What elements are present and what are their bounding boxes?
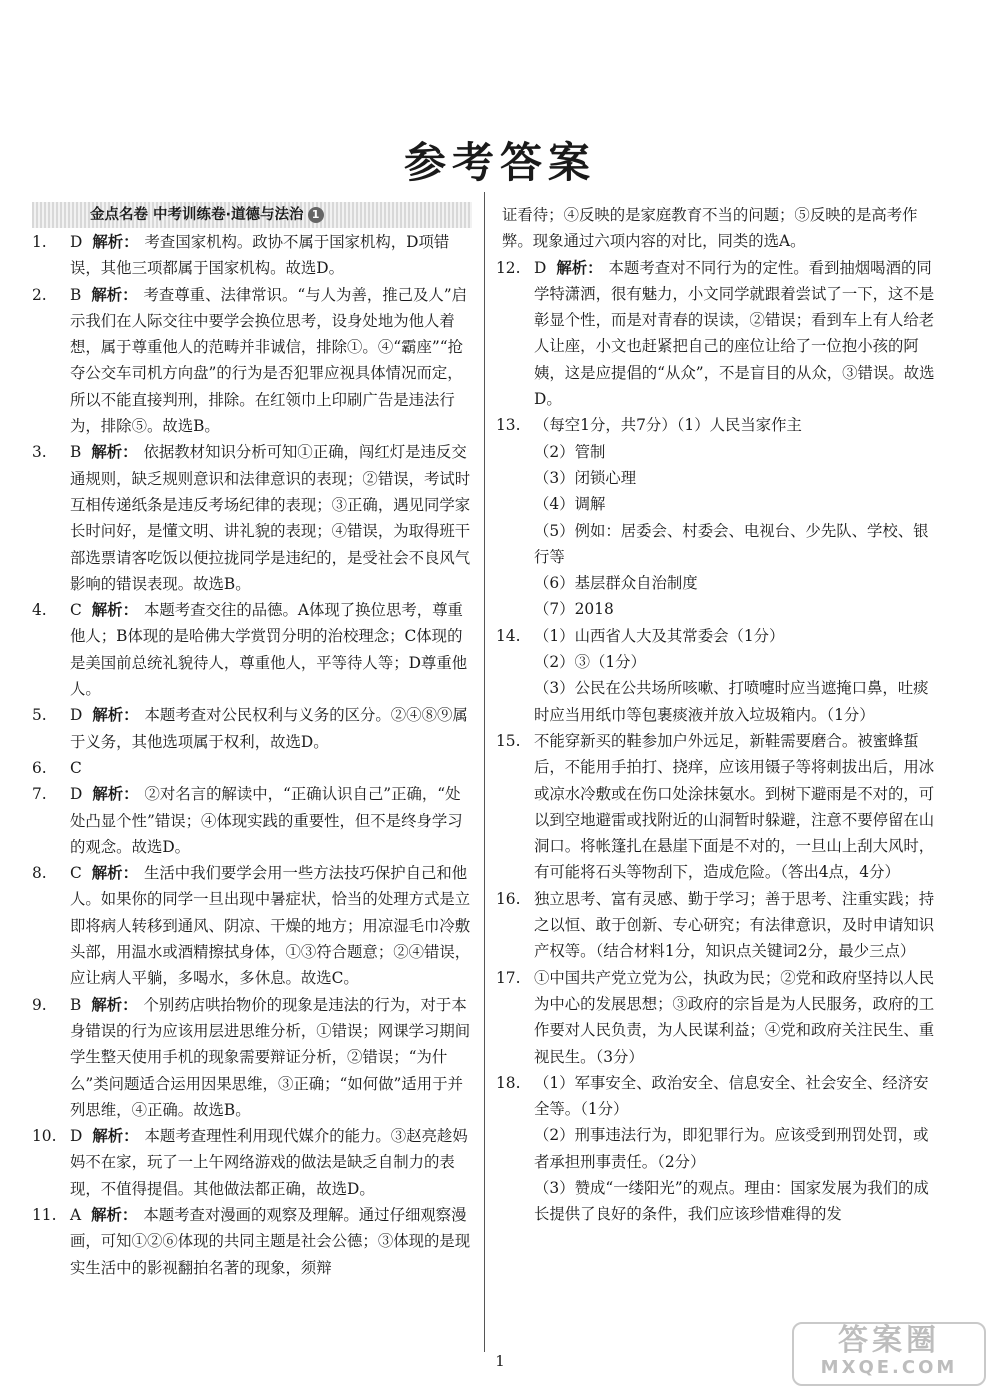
item-choice: C [70, 601, 82, 620]
item-keyword: 解析： [91, 601, 138, 620]
item-text: 不能穿新买的鞋参加户外远足，新鞋需要磨合。被蜜蜂蜇后，不能用手拍打、挠痒，应该用镊子等将刺拔出后，用冰或凉水冷敷或在伤口处涂抹氨水。到树下避雨是不对的，可以到空地避雷或找附近的山洞暂时躲避，注意不要停留在山洞口。将帐篷扎在悬崖下面是不对的，一旦山上刮大风时，有可能将石头等物刮下，造成危险。（答出4点，4分） [534, 731, 935, 882]
item-choice: B [70, 285, 82, 304]
item-text: （1）军事安全、政治安全、信息安全、社会安全、经济安全等。（1分） [534, 1073, 929, 1119]
item-text: 独立思考、富有灵感、勤于学习；善于思考、注重实践；持之以恒、敢于创新、专心研究；有法律意识，及时申请知识产权等。（结合材料1分，知识点关键词2分，最少三点） [534, 889, 935, 961]
item-text: 本题考查理性利用现代媒介的能力。③赵亮趁妈妈不在家，玩了一上午网络游戏的做法是缺乏自制力的表现，不值得提倡。其他做法都正确，故选D。 [70, 1127, 468, 1198]
answer-list-right [496, 255, 938, 1228]
item-text: 本题考查对不同行为的定性。看到抽烟喝酒的同学特潇洒，很有魅力，小文同学就跟着尝试了一下，这不是彰显个性，而是对青春的误读，②错误；看到车上有人给老人让座，小文也赶紧把自己的座位让给了一位抱小孩的阿姨，这是应提倡的“从众”，不是盲目的从众，③错误。故选D。 [534, 258, 935, 409]
banner-text: 金点名卷 中考训练卷·道德与法治 [90, 207, 304, 223]
answer-item [496, 965, 938, 1070]
answer-item [32, 1123, 472, 1202]
item-keyword: 解析： [92, 233, 139, 251]
item-choice: D [70, 233, 83, 251]
item-choice: C [70, 758, 82, 777]
item-choice: C [70, 864, 82, 883]
answer-item [496, 623, 938, 649]
item-subline: （6）基层群众自治制度 [534, 574, 698, 593]
item-subline: （7）2018 [534, 600, 614, 619]
page-number: 1 [495, 1352, 505, 1370]
answer-item [32, 992, 472, 1123]
item-number: 12. [496, 258, 521, 277]
item-keyword: 解析： [92, 785, 139, 804]
page-title: 参考答案 [403, 138, 596, 187]
item-keyword: 解析： [92, 706, 139, 725]
item-text: 考查国家机构。政协不属于国家机构，D项错误，其他三项都属于国家机构。故选D。 [70, 233, 450, 278]
right-column [496, 202, 938, 1228]
item-number: 8. [32, 864, 47, 883]
answer-item [496, 255, 938, 413]
item-text: 依据教材知识分析可知①正确，闯红灯是违反交通规则，缺乏规则意识和法律意识的表现；②错误，考试时互相传递纸条是违反考场纪律的表现；③正确，遇见同学家长时问好，是懂文明、讲礼貌的表现；④错误，为取得班干部选票请客吃饭以便拉拢同学是违纪的，是受社会不良风气影响的错误表现。故选B。 [70, 443, 471, 593]
item-subline: （5）例如：居委会、村委会、电视台、少先队、学校、银行等 [534, 521, 929, 566]
item-keyword: 解析： [92, 1127, 139, 1146]
item-number: 7. [32, 785, 47, 804]
item-choice: D [534, 258, 547, 277]
section-banner [32, 202, 472, 228]
answer-item [32, 702, 472, 755]
item-number: 11. [32, 1205, 57, 1224]
banner-number-badge: 1 [308, 207, 324, 223]
item-subline: （3）闭锁心理 [534, 468, 637, 487]
item-subline: （2）管制 [534, 442, 606, 461]
item-subline: （2）③（1分） [534, 653, 646, 672]
item-text: 个别药店哄抬物价的现象是违法的行为，对于本身错误的行为应该用层进思维分析，①错误；网课学习期间学生整天使用手机的现象需要辩证分析，②错误；“为什么”类问题适合运用因果思维，③正确；“如何做”适用于并列思维，④正确。故选B。 [70, 995, 471, 1119]
item-number: 10. [32, 1127, 57, 1146]
item-choice: A [70, 1205, 82, 1224]
watermark-url: MXQE.COM [820, 1357, 958, 1378]
item-number: 6. [32, 758, 47, 777]
item-number: 15. [496, 731, 521, 750]
item-subline: （4）调解 [534, 495, 606, 514]
item-text: 本题考查对漫画的观察及理解。通过仔细观察漫画，可知①②⑥体现的共同主题是社会公德；③体现的是现实生活中的影视翻拍名著的现象，须辩 [70, 1205, 471, 1277]
column-divider [484, 192, 485, 1352]
answer-item [496, 412, 938, 438]
item-number: 9. [32, 995, 47, 1014]
item-text: 生活中我们要学会用一些方法技巧保护自己和他人。如果你的同学一旦出现中暑症状，恰当的处理方式是立即将病人转移到通风、阴凉、干燥的地方；用凉湿毛巾冷敷头部，用温水或酒精擦拭身体，①③符合题意；②④错误，应让病人平躺，多喝水，多休息。故选C。 [70, 864, 471, 988]
item-number: 17. [496, 968, 521, 987]
item-number: 2. [32, 285, 47, 304]
item-choice: D [70, 706, 83, 725]
continued-text: 证看待；④反映的是家庭教育不当的问题；⑤反映的是高考作弊。现象通过六项内容的对比，同类的选A。 [502, 206, 918, 251]
item-text: 本题考查交往的品德。A体现了换位思考，尊重他人；B体现的是哈佛大学赏罚分明的治校理念；C体现的是美国前总统礼貌待人，尊重他人，平等待人等；D尊重他人。 [70, 601, 468, 699]
item-number: 13. [496, 416, 521, 435]
item-number: 3. [32, 443, 47, 462]
item-keyword: 解析： [556, 258, 603, 277]
item-choice: B [70, 443, 82, 462]
answer-item [32, 229, 472, 282]
item-keyword: 解析： [91, 443, 138, 462]
item-number: 14. [496, 626, 521, 645]
answer-item [32, 282, 472, 440]
answer-item [32, 755, 472, 781]
item-text: ①中国共产党立党为公，执政为民；②党和政府坚持以人民为中心的发展思想；③政府的宗旨是为人民服务，政府的工作要对人民负责，为人民谋利益；④党和政府关注民生、重视民生。（3分） [534, 968, 935, 1066]
watermark-text: 答案圈 [838, 1323, 940, 1358]
answer-item [32, 1202, 472, 1281]
item-text: （1）山西省人大及其常委会（1分） [534, 626, 785, 645]
item-choice: D [70, 785, 83, 804]
item-choice: D [70, 1127, 83, 1146]
item-keyword: 解析： [91, 1205, 138, 1224]
item-text: 考查尊重、法律常识。“与人为善，推己及人”启示我们在人际交往中要学会换位思考，设身处地为他人着想，属于尊重他人的范畴并非诚信，排除①。④“霸座”“抢夺公交车司机方向盘”的行为是否犯罪应视具体情况而定，所以不能直接判刑，排除。在红领巾上印刷广告是违法行为，排除⑤。故选B。 [70, 285, 468, 436]
answer-item [496, 886, 938, 965]
item-choice: B [70, 995, 82, 1014]
left-column [32, 202, 472, 1281]
item-keyword: 解析： [91, 864, 138, 883]
item-keyword: 解析： [91, 995, 138, 1014]
answer-item [32, 860, 472, 991]
answer-item [32, 439, 472, 597]
watermark-logo [792, 1322, 986, 1386]
item-subline: （3）公民在公共场所咳嗽、打喷嚏时应当遮掩口鼻，吐痰时应当用纸巾等包裹痰液并放入垃圾箱内。（1分） [534, 679, 929, 724]
answer-item [496, 728, 938, 886]
item-number: 4. [32, 601, 47, 620]
answer-item [32, 781, 472, 860]
item-text: （每空1分，共7分）（1）人民当家作主 [534, 416, 802, 435]
item-subline: （2）刑事违法行为，即犯罪行为。应该受到刑罚处罚，或者承担刑事责任。（2分） [534, 1126, 929, 1171]
item-number: 18. [496, 1073, 521, 1092]
item-text: ②对名言的解读中，“正确认识自己”正确，“处处凸显个性”错误；④体现实践的重要性，但不是终身学习的观念。故选D。 [70, 785, 463, 856]
answer-list-left [32, 229, 472, 1281]
answer-item [496, 1070, 938, 1123]
item-keyword: 解析： [91, 285, 138, 304]
item-number: 16. [496, 889, 521, 908]
item-number: 5. [32, 706, 47, 725]
item-number: 1. [32, 233, 47, 251]
answer-item [32, 597, 472, 702]
item-subline: （3）赞成“一缕阳光”的观点。理由：国家发展为我们的成长提供了良好的条件，我们应该珍惜难得的发 [534, 1178, 929, 1224]
item-text: 本题考查对公民权利与义务的区分。②④⑧⑨属于义务，其他选项属于权利，故选D。 [70, 706, 468, 751]
